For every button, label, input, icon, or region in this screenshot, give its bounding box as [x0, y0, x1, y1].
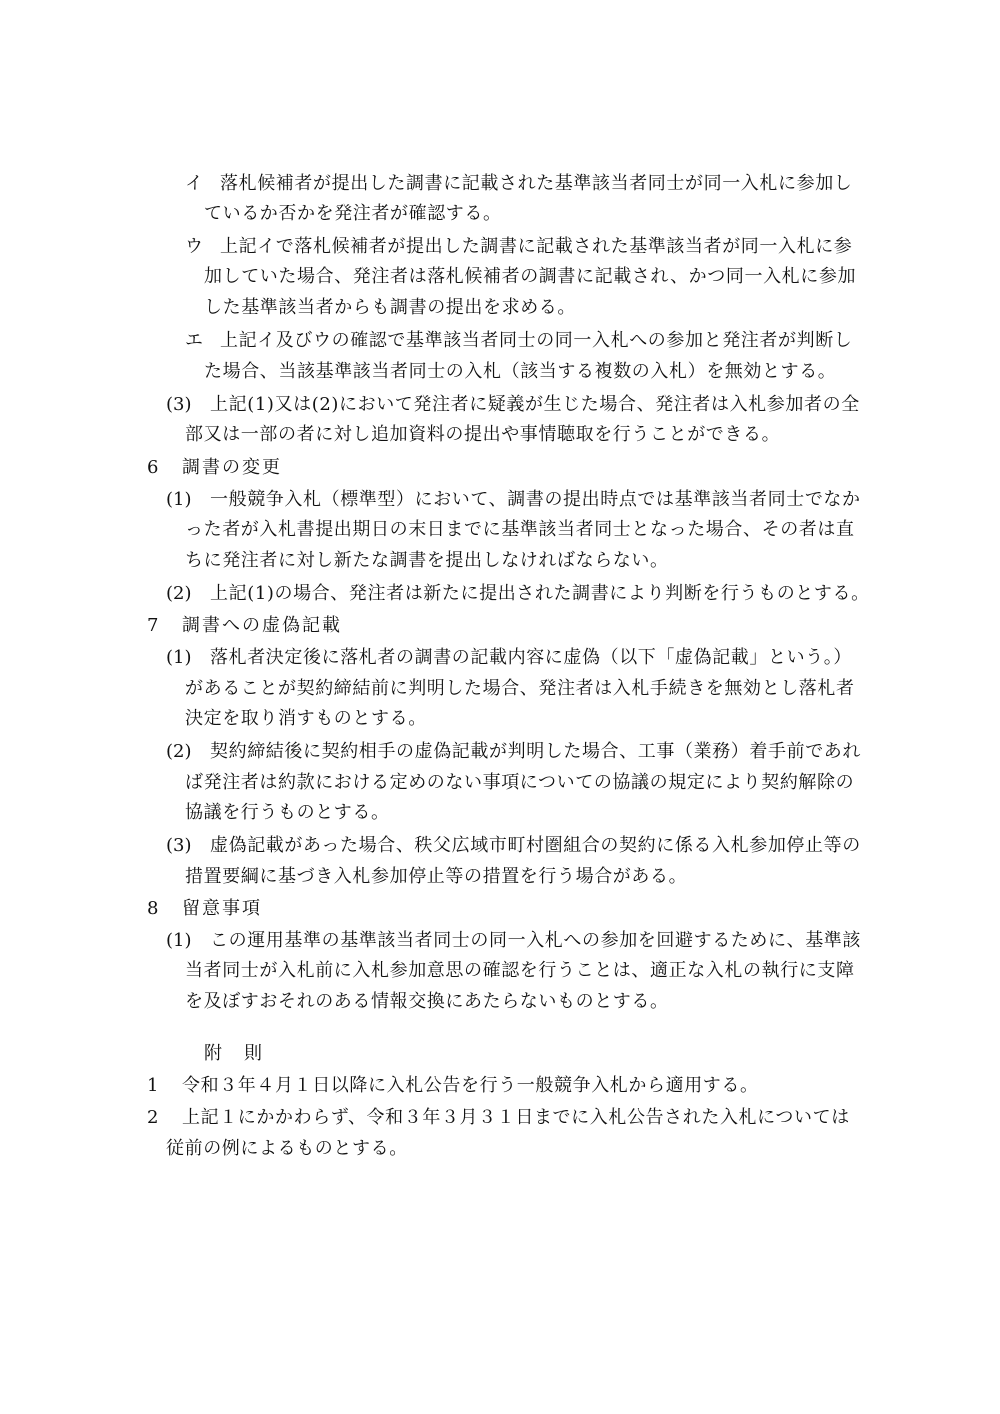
item-u-line-2: 加していた場合、発注者は落札候補者の調書に記載され、かつ同一入札に参加 [204, 266, 857, 287]
section-5-item-3-mark: (3) [166, 394, 192, 415]
section-7-item-1-line-1: 落札者決定後に落札者の調書の記載内容に虚偽（以下「虚偽記載」という。） [210, 647, 852, 668]
supplementary-item-2-line-1: 上記１にかかわらず、令和３年３月３１日までに入札公告された入札については [182, 1107, 850, 1128]
section-6-item-2-line-1: 上記(1)の場合、発注者は新たに提出された調書により判断を行うものとする。 [210, 583, 870, 604]
section-6-title: 調書の変更 [182, 457, 282, 478]
supplementary-title: 附 則 [204, 1043, 264, 1064]
item-i-mark: イ [185, 173, 203, 194]
item-u-line-3: した基準該当者からも調書の提出を求める。 [204, 297, 576, 318]
section-7-number: 7 [147, 615, 159, 636]
section-8-number: 8 [147, 898, 159, 919]
supplementary-item-1-line-1: 令和３年４月１日以降に入札公告を行う一般競争入札から適用する。 [182, 1075, 759, 1096]
item-i-line-1: 落札候補者が提出した調書に記載された基準該当者同士が同一入札に参加し [220, 173, 853, 194]
section-6-number: 6 [147, 457, 159, 478]
supplementary-item-2-line-2: 従前の例によるものとする。 [166, 1138, 408, 1159]
section-6-item-1-line-1: 一般競争入札（標準型）において、調書の提出時点では基準該当者同士でなか [210, 489, 861, 510]
section-7-item-1-line-3: 決定を取り消すものとする。 [185, 708, 427, 729]
section-7-item-1-line-2: があることが契約締結前に判明した場合、発注者は入札手続きを無効とし落札者 [185, 678, 855, 699]
section-6-item-2-mark: (2) [166, 583, 192, 604]
section-6-item-1-line-3: ちに発注者に対し新たな調書を提出しなければならない。 [185, 550, 669, 571]
section-7-item-3-line-1: 虚偽記載があった場合、秩父広域市町村圏組合の契約に係る入札参加停止等の [210, 835, 861, 856]
section-8-title: 留意事項 [182, 898, 262, 919]
supplementary-item-1-number: 1 [147, 1075, 159, 1096]
item-u-mark: ウ [185, 236, 203, 257]
section-7-item-1-mark: (1) [166, 647, 192, 668]
section-7-item-2-line-3: 協議を行うものとする。 [185, 802, 390, 823]
section-7-item-3-line-2: 措置要綱に基づき入札参加停止等の措置を行う場合がある。 [185, 866, 688, 887]
item-e-line-2: た場合、当該基準該当者同士の入札（該当する複数の入札）を無効とする。 [204, 361, 837, 382]
section-6-item-1-mark: (1) [166, 489, 192, 510]
supplementary-item-2-number: 2 [147, 1107, 159, 1128]
section-7-item-2-line-2: ば発注者は約款における定めのない事項についての協議の規定により契約解除の [185, 772, 855, 793]
item-u-line-1: 上記イで落札候補者が提出した調書に記載された基準該当者が同一入札に参 [220, 236, 853, 257]
section-7-item-3-mark: (3) [166, 835, 192, 856]
section-7-title: 調書への虚偽記載 [182, 615, 342, 636]
item-e-line-1: 上記イ及びウの確認で基準該当者同士の同一入札への参加と発注者が判断し [220, 330, 853, 351]
item-e-mark: エ [185, 330, 203, 351]
section-6-item-1-line-2: った者が入札書提出期日の末日までに基準該当者同士となった場合、その者は直 [185, 519, 855, 540]
section-7-item-2-line-1: 契約締結後に契約相手の虚偽記載が判明した場合、工事（業務）着手前であれ [210, 741, 861, 762]
section-5-item-3-line-2: 部又は一部の者に対し追加資料の提出や事情聴取を行うことができる。 [185, 424, 781, 445]
section-8-item-1-line-3: を及ぼすおそれのある情報交換にあたらないものとする。 [185, 991, 669, 1012]
section-5-item-3-line-1: 上記(1)又は(2)において発注者に疑義が生じた場合、発注者は入札参加者の全 [210, 394, 860, 415]
section-8-item-1-line-1: この運用基準の基準該当者同士の同一入札への参加を回避するために、基準該 [210, 930, 861, 951]
section-8-item-1-line-2: 当者同士が入札前に入札参加意思の確認を行うことは、適正な入札の執行に支障 [185, 960, 855, 981]
section-7-item-2-mark: (2) [166, 741, 192, 762]
item-i-line-2: ているか否かを発注者が確認する。 [204, 203, 502, 224]
section-8-item-1-mark: (1) [166, 930, 192, 951]
